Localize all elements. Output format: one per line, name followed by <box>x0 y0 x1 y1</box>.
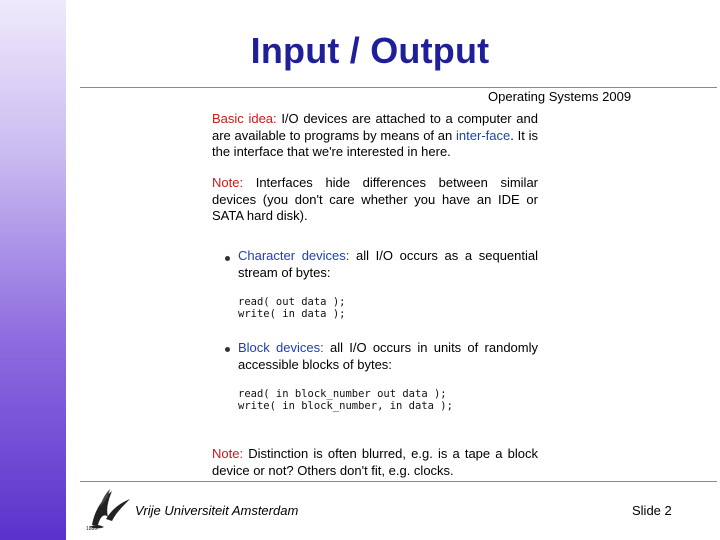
course-subtitle: Operating Systems 2009 <box>488 89 632 104</box>
character-devices-label: Character devices: <box>238 248 350 263</box>
interface-term: inter-face <box>456 127 511 143</box>
note-text-1: Interfaces hide differences between similar devices (you don't care whether you have an IDE or SATA hard disk). <box>212 175 538 223</box>
basic-idea-label: Basic idea: <box>212 111 277 126</box>
character-devices-code: read( out data ); write( in data ); <box>238 296 346 320</box>
note-label-1: Note: <box>212 175 244 190</box>
university-name-part2: Amsterdam <box>228 503 299 518</box>
note-paragraph-2 <box>212 446 538 479</box>
basic-idea-paragraph <box>212 111 538 161</box>
character-devices-item <box>238 248 538 281</box>
university-name <box>135 503 298 518</box>
basic-idea-text-b: . It is the interface that we're interested in here. <box>212 127 538 159</box>
footer-divider <box>80 481 717 482</box>
block-devices-item <box>238 340 538 373</box>
note-paragraph-1 <box>212 175 538 225</box>
block-devices-text: all I/O occurs in units of randomly accessible blocks of bytes: <box>238 340 538 372</box>
note-text-2: Distinction is often blurred, e.g. is a tape a block device or not? Others don't fit, e.g. clocks. <box>212 446 538 478</box>
sidebar-gradient-bar <box>0 0 66 540</box>
slide-number: Slide 2 <box>632 503 672 518</box>
svg-text:1880: 1880 <box>86 526 98 531</box>
header-divider <box>80 87 717 88</box>
bullet-dot-1 <box>225 256 230 261</box>
character-devices-text: all I/O occurs as a sequential stream of bytes: <box>238 248 539 280</box>
slide-title: Input / Output <box>250 30 490 71</box>
block-devices-label: Block devices: <box>238 340 324 355</box>
university-name-part1: Vrije Universiteit <box>135 503 229 518</box>
block-devices-code: read( in block_number out data ); write( in block_number, in data ); <box>238 388 453 412</box>
note-label-2: Note: <box>212 446 244 461</box>
basic-idea-text-a: I/O devices are attached to a computer and are available to programs by means of an <box>212 111 538 143</box>
bullet-dot-2 <box>225 347 230 352</box>
university-logo-icon <box>82 483 132 531</box>
